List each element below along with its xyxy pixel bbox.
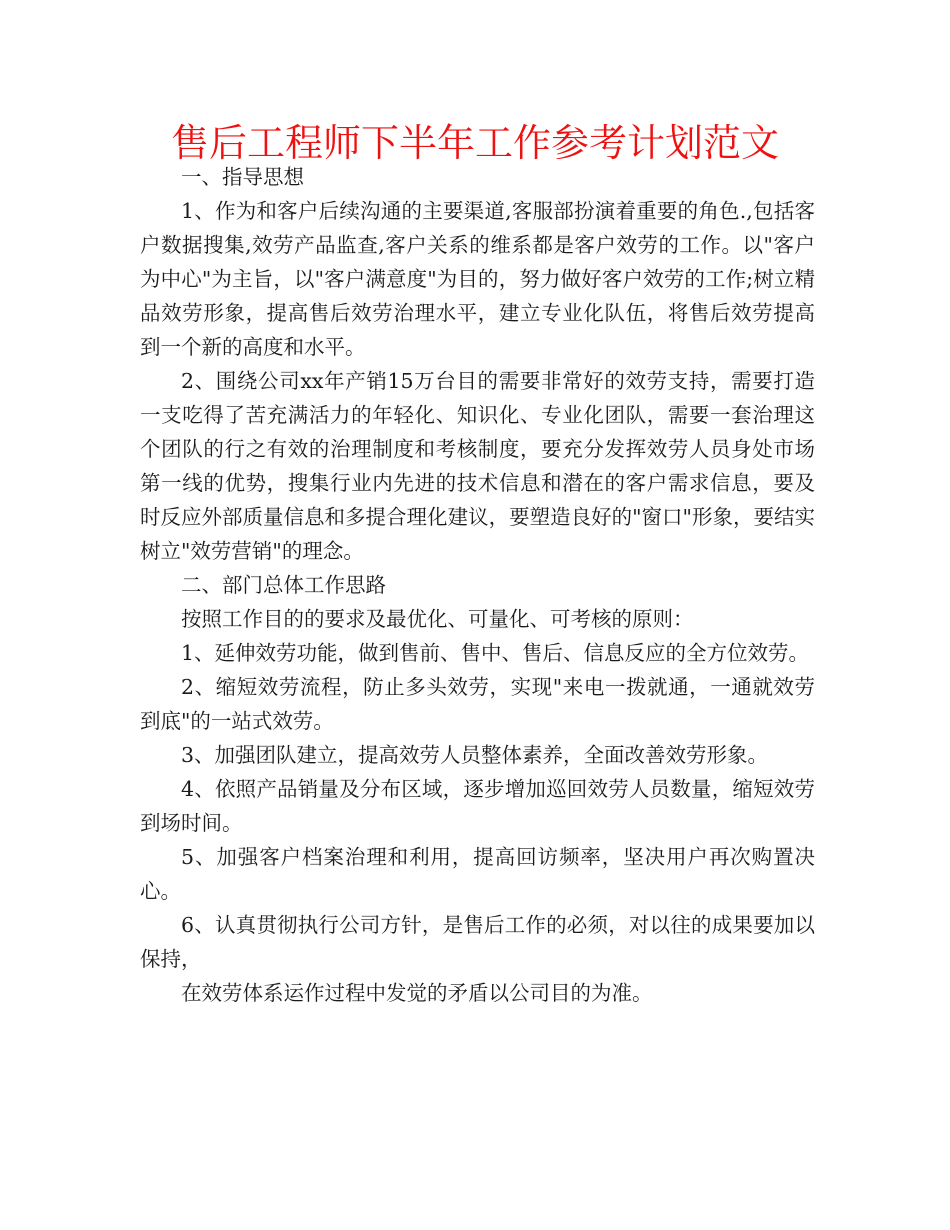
section-heading-guiding-thought: 一、指导思想 — [181, 165, 304, 189]
closing-paragraph: 在效劳体系运作过程中发觉的矛盾以公司目的为准。 — [181, 981, 653, 1005]
document-body — [140, 160, 815, 1010]
section-heading-overall-approach: 二、部门总体工作思路 — [181, 573, 386, 597]
paragraph-item-1: 1、作为和客户后续沟通的主要渠道,客服部扮演着重要的角色.,包括客户数据搜集,效劳产品监查,客户关系的维系都是客户效劳的工作。以"客户为中心"为主旨，以"客户满意度"为目的，努力做好客户效劳的工作;树立精品效劳形象，提高售后效劳治理水平，建立专业化队伍，将售后效劳提高到一个新的高度和水平。 — [140, 199, 815, 359]
list-item-3: 3、加强团队建立，提高效劳人员整体素养，全面改善效劳形象。 — [181, 743, 769, 767]
paragraph-principles: 按照工作目的的要求及最优化、可量化、可考核的原则： — [181, 607, 694, 631]
list-item-6: 6、认真贯彻执行公司方针，是售后工作的必须，对以往的成果要加以保持， — [140, 913, 815, 971]
list-item-5: 5、加强客户档案治理和利用，提高回访频率，坚决用户再次购置决心。 — [140, 845, 815, 903]
paragraph-item-2: 2、围绕公司xx年产销15万台目的需要非常好的效劳支持，需要打造一支吃得了苦充满活力的年轻化、知识化、专业化团队，需要一套治理这个团队的行之有效的治理制度和考核制度，要充分发挥效劳人员身处市场第一线的优势，搜集行业内先进的技术信息和潜在的客户需求信息，要及时反应外部质量信息和多提合理化建议，要塑造良好的"窗口"形象，要结实树立"效劳营销"的理念。 — [140, 369, 815, 563]
list-item-1: 1、延伸效劳功能，做到售前、售中、售后、信息反应的全方位效劳。 — [181, 641, 810, 665]
document-title: 售后工程师下半年工作参考计划范文 — [170, 121, 779, 165]
list-item-4: 4、依照产品销量及分布区域，逐步增加巡回效劳人员数量，缩短效劳到场时间。 — [140, 777, 815, 835]
list-item-2: 2、缩短效劳流程，防止多头效劳，实现"来电一拨就通，一通就效劳到底"的一站式效劳。 — [140, 675, 815, 733]
